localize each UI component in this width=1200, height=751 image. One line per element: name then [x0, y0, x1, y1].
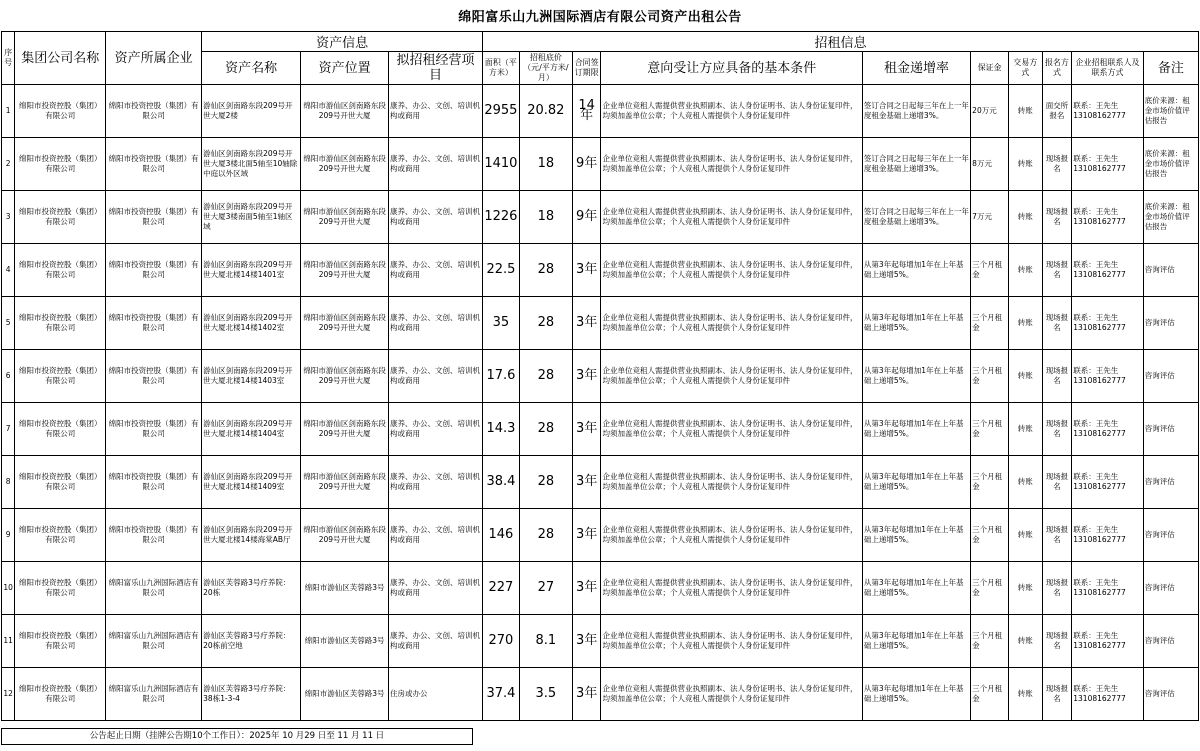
cell-asset-name: 游仙区剑南路东段209号开世大厦北楼14楼1402室 — [202, 297, 301, 350]
table-row — [2, 85, 1199, 138]
cell-area: 37.4 — [483, 668, 520, 721]
cell-area: 270 — [483, 615, 520, 668]
cell-conditions: 企业单位竞租人需提供营业执照副本、法人身份证明书、法人身份证复印件，均须加盖单位公章；个人竞租人需提供个人身份证复印件 — [601, 456, 862, 509]
cell-business: 康养、办公、文创、培训机构或商用 — [389, 403, 483, 456]
cell-conditions: 企业单位竞租人需提供营业执照副本、法人身份证明书、法人身份证复印件，均须加盖单位公章；个人竞租人需提供个人身份证复印件 — [601, 350, 862, 403]
cell-asset-name: 游仙区芙蓉路3号疗养院：20栋前空地 — [202, 615, 301, 668]
cell-owner: 绵阳富乐山九洲国际酒店有限公司 — [106, 562, 202, 615]
table-row — [2, 668, 1199, 721]
cell-base-price: 3.5 — [519, 668, 572, 721]
cell-conditions: 企业单位竞租人需提供营业执照副本、法人身份证明书、法人身份证复印件，均须加盖单位公章；个人竞租人需提供个人身份证复印件 — [601, 509, 862, 562]
cell-group-company: 绵阳市投资控股（集团）有限公司 — [15, 403, 106, 456]
cell-group-company: 绵阳市投资控股（集团）有限公司 — [15, 191, 106, 244]
cell-owner: 绵阳富乐山九洲国际酒店有限公司 — [106, 668, 202, 721]
cell-seq: 6 — [2, 350, 15, 403]
header-asset-location: 资产位置 — [301, 52, 389, 85]
cell-asset-location: 绵阳市游仙区剑南路东段209号开世大厦 — [301, 297, 389, 350]
cell-seq: 2 — [2, 138, 15, 191]
cell-area: 22.5 — [483, 244, 520, 297]
cell-signup-method: 面交所报名 — [1042, 85, 1072, 138]
cell-remark: 咨询评估 — [1143, 509, 1198, 562]
cell-base-price: 28 — [519, 403, 572, 456]
cell-asset-name: 游仙区剑南路东段209号开世大厦2楼 — [202, 85, 301, 138]
cell-increase: 从第3年起每增加1年在上年基础上递增5%。 — [862, 509, 970, 562]
cell-contact: 联系：王先生13108162777 — [1072, 456, 1143, 509]
cell-base-price: 18 — [519, 138, 572, 191]
cell-business: 住房或办公 — [389, 668, 483, 721]
cell-area: 14.3 — [483, 403, 520, 456]
cell-owner: 绵阳市投资控股（集团）有限公司 — [106, 191, 202, 244]
cell-asset-name: 游仙区剑南路东段209号开世大厦北楼14楼1401室 — [202, 244, 301, 297]
cell-owner: 绵阳富乐山九洲国际酒店有限公司 — [106, 615, 202, 668]
cell-asset-location: 绵阳市游仙区芙蓉路3号 — [301, 562, 389, 615]
cell-remark: 咨询评估 — [1143, 350, 1198, 403]
cell-trade-method: 转账 — [1008, 350, 1042, 403]
cell-seq: 4 — [2, 244, 15, 297]
cell-group-company: 绵阳市投资控股（集团）有限公司 — [15, 297, 106, 350]
cell-asset-name: 游仙区芙蓉路3号疗养院：20栋 — [202, 562, 301, 615]
cell-remark: 底价来源：租金市场价值评估报告 — [1143, 85, 1198, 138]
cell-signup-method: 现场报名 — [1042, 456, 1072, 509]
cell-term: 3年 — [572, 562, 601, 615]
cell-area: 2955 — [483, 85, 520, 138]
cell-asset-name: 游仙区剑南路东段209号开世大厦北楼14楼1409室 — [202, 456, 301, 509]
cell-contact: 联系：王先生13108162777 — [1072, 562, 1143, 615]
cell-seq: 5 — [2, 297, 15, 350]
cell-seq: 11 — [2, 615, 15, 668]
cell-group-company: 绵阳市投资控股（集团）有限公司 — [15, 562, 106, 615]
cell-contact: 联系：王先生13108162777 — [1072, 244, 1143, 297]
cell-business: 康养、办公、文创、培训机构或商用 — [389, 615, 483, 668]
cell-deposit: 8万元 — [971, 138, 1009, 191]
cell-area: 17.6 — [483, 350, 520, 403]
cell-deposit: 三个月租金 — [971, 509, 1009, 562]
header-rent-info: 招租信息 — [483, 32, 1199, 52]
header-conditions: 意向受让方应具备的基本条件 — [601, 52, 862, 85]
cell-signup-method: 现场报名 — [1042, 668, 1072, 721]
header-remark: 备注 — [1143, 52, 1198, 85]
cell-term: 3年 — [572, 297, 601, 350]
cell-remark: 咨询评估 — [1143, 668, 1198, 721]
cell-base-price: 28 — [519, 297, 572, 350]
cell-trade-method: 转账 — [1008, 456, 1042, 509]
cell-signup-method: 现场报名 — [1042, 615, 1072, 668]
cell-contact: 联系：王先生13108162777 — [1072, 350, 1143, 403]
cell-business: 康养、办公、文创、培训机构或商用 — [389, 509, 483, 562]
cell-conditions: 企业单位竞租人需提供营业执照副本、法人身份证明书、法人身份证复印件，均须加盖单位公章；个人竞租人需提供个人身份证复印件 — [601, 403, 862, 456]
cell-trade-method: 转账 — [1008, 668, 1042, 721]
cell-increase: 从第3年起每增加1年在上年基础上递增5%。 — [862, 615, 970, 668]
cell-base-price: 18 — [519, 191, 572, 244]
cell-asset-name: 游仙区剑南路东段209号开世大厦北楼14楼1404室 — [202, 403, 301, 456]
header-area: 面积（平方米） — [483, 52, 520, 85]
cell-base-price: 27 — [519, 562, 572, 615]
cell-base-price: 28 — [519, 350, 572, 403]
cell-remark: 咨询评估 — [1143, 562, 1198, 615]
cell-trade-method: 转账 — [1008, 191, 1042, 244]
cell-term: 3年 — [572, 244, 601, 297]
cell-asset-name: 游仙区剑南路东段209号开世大厦3楼北面5轴至10轴除中庭以外区域 — [202, 138, 301, 191]
cell-business: 康养、办公、文创、培训机构或商用 — [389, 562, 483, 615]
cell-remark: 咨询评估 — [1143, 456, 1198, 509]
page-title: 绵阳富乐山九洲国际酒店有限公司资产出租公告 — [458, 10, 742, 25]
cell-increase: 从第3年起每增加1年在上年基础上递增5%。 — [862, 456, 970, 509]
cell-conditions: 企业单位竞租人需提供营业执照副本、法人身份证明书、法人身份证复印件，均须加盖单位公章；个人竞租人需提供个人身份证复印件 — [601, 244, 862, 297]
table-row — [2, 509, 1199, 562]
cell-trade-method: 转账 — [1008, 403, 1042, 456]
table-row — [2, 191, 1199, 244]
header-term: 合同签订期限 — [572, 52, 601, 85]
cell-trade-method: 转账 — [1008, 297, 1042, 350]
cell-contact: 联系：王先生13108162777 — [1072, 509, 1143, 562]
cell-signup-method: 现场报名 — [1042, 350, 1072, 403]
cell-business: 康养、办公、文创、培训机构或商用 — [389, 191, 483, 244]
cell-deposit: 三个月租金 — [971, 297, 1009, 350]
cell-contact: 联系：王先生13108162777 — [1072, 668, 1143, 721]
cell-deposit: 20万元 — [971, 85, 1009, 138]
cell-signup-method: 现场报名 — [1042, 509, 1072, 562]
cell-asset-location: 绵阳市游仙区剑南路东段209号开世大厦 — [301, 244, 389, 297]
header-group-company: 集团公司名称 — [15, 32, 106, 85]
cell-signup-method: 现场报名 — [1042, 244, 1072, 297]
header-deposit: 保证金 — [971, 52, 1009, 85]
table-row — [2, 138, 1199, 191]
cell-increase: 从第3年起每增加1年在上年基础上递增5%。 — [862, 403, 970, 456]
cell-owner: 绵阳市投资控股（集团）有限公司 — [106, 350, 202, 403]
cell-asset-location: 绵阳市游仙区剑南路东段209号开世大厦 — [301, 456, 389, 509]
cell-deposit: 三个月租金 — [971, 350, 1009, 403]
cell-contact: 联系：王先生13108162777 — [1072, 191, 1143, 244]
cell-deposit: 三个月租金 — [971, 562, 1009, 615]
cell-asset-name: 游仙区芙蓉路3号疗养院：38栋1-3-4 — [202, 668, 301, 721]
cell-increase: 签订合同之日起每三年在上一年度租金基础上递增3%。 — [862, 191, 970, 244]
cell-trade-method: 转账 — [1008, 85, 1042, 138]
header-trade-method: 交易方式 — [1008, 52, 1042, 85]
cell-asset-location: 绵阳市游仙区芙蓉路3号 — [301, 615, 389, 668]
cell-business: 康养、办公、文创、培训机构或商用 — [389, 350, 483, 403]
cell-remark: 底价来源：租金市场价值评估报告 — [1143, 191, 1198, 244]
cell-trade-method: 转账 — [1008, 244, 1042, 297]
cell-remark: 底价来源：租金市场价值评估报告 — [1143, 138, 1198, 191]
header-contact: 企业招租联系人及联系方式 — [1072, 52, 1143, 85]
cell-asset-name: 游仙区剑南路东段209号开世大厦北楼14楼海棠AB厅 — [202, 509, 301, 562]
cell-conditions: 企业单位竞租人需提供营业执照副本、法人身份证明书、法人身份证复印件，均须加盖单位公章；个人竞租人需提供个人身份证复印件 — [601, 562, 862, 615]
table-row — [2, 244, 1199, 297]
header-base-price: 招租底价（元/平方米/月） — [519, 52, 572, 85]
cell-increase: 签订合同之日起每三年在上一年度租金基础上递增3%。 — [862, 138, 970, 191]
cell-business: 康养、办公、文创、培训机构或商用 — [389, 456, 483, 509]
cell-group-company: 绵阳市投资控股（集团）有限公司 — [15, 350, 106, 403]
header-business: 拟招租经营项目 — [389, 52, 483, 85]
cell-business: 康养、办公、文创、培训机构或商用 — [389, 297, 483, 350]
cell-group-company: 绵阳市投资控股（集团）有限公司 — [15, 509, 106, 562]
cell-contact: 联系：王先生13108162777 — [1072, 297, 1143, 350]
header-signup-method: 报名方式 — [1042, 52, 1072, 85]
cell-increase: 签订合同之日起每三年在上一年度租金基础上递增3%。 — [862, 85, 970, 138]
cell-seq: 10 — [2, 562, 15, 615]
table-row — [2, 615, 1199, 668]
cell-conditions: 企业单位竞租人需提供营业执照副本、法人身份证明书、法人身份证复印件，均须加盖单位公章；个人竞租人需提供个人身份证复印件 — [601, 668, 862, 721]
cell-group-company: 绵阳市投资控股（集团）有限公司 — [15, 615, 106, 668]
cell-deposit: 7万元 — [971, 191, 1009, 244]
cell-business: 康养、办公、文创、培训机构或商用 — [389, 138, 483, 191]
cell-remark: 咨询评估 — [1143, 244, 1198, 297]
cell-area: 38.4 — [483, 456, 520, 509]
cell-signup-method: 现场报名 — [1042, 138, 1072, 191]
cell-area: 1410 — [483, 138, 520, 191]
cell-asset-name: 游仙区剑南路东段209号开世大厦3楼南面5轴至1轴区域 — [202, 191, 301, 244]
cell-business: 康养、办公、文创、培训机构或商用 — [389, 85, 483, 138]
cell-term: 3年 — [572, 615, 601, 668]
header-increase: 租金递增率 — [862, 52, 970, 85]
cell-group-company: 绵阳市投资控股（集团）有限公司 — [15, 138, 106, 191]
cell-area: 1226 — [483, 191, 520, 244]
cell-conditions: 企业单位竞租人需提供营业执照副本、法人身份证明书、法人身份证复印件，均须加盖单位公章；个人竞租人需提供个人身份证复印件 — [601, 297, 862, 350]
cell-term: 9年 — [572, 138, 601, 191]
cell-group-company: 绵阳市投资控股（集团）有限公司 — [15, 456, 106, 509]
cell-owner: 绵阳市投资控股（集团）有限公司 — [106, 244, 202, 297]
cell-seq: 8 — [2, 456, 15, 509]
cell-signup-method: 现场报名 — [1042, 403, 1072, 456]
cell-signup-method: 现场报名 — [1042, 297, 1072, 350]
cell-remark: 咨询评估 — [1143, 403, 1198, 456]
cell-asset-location: 绵阳市游仙区剑南路东段209号开世大厦 — [301, 509, 389, 562]
cell-conditions: 企业单位竞租人需提供营业执照副本、法人身份证明书、法人身份证复印件，均须加盖单位公章；个人竞租人需提供个人身份证复印件 — [601, 191, 862, 244]
cell-asset-location: 绵阳市游仙区剑南路东段209号开世大厦 — [301, 191, 389, 244]
cell-base-price: 28 — [519, 456, 572, 509]
cell-deposit: 三个月租金 — [971, 456, 1009, 509]
cell-term: 3年 — [572, 403, 601, 456]
cell-signup-method: 现场报名 — [1042, 191, 1072, 244]
header-asset-info: 资产信息 — [202, 32, 483, 52]
cell-increase: 从第3年起每增加1年在上年基础上递增5%。 — [862, 350, 970, 403]
cell-deposit: 三个月租金 — [971, 615, 1009, 668]
cell-asset-location: 绵阳市游仙区芙蓉路3号 — [301, 668, 389, 721]
table-row — [2, 562, 1199, 615]
cell-owner: 绵阳市投资控股（集团）有限公司 — [106, 138, 202, 191]
cell-remark: 咨询评估 — [1143, 297, 1198, 350]
cell-trade-method: 转账 — [1008, 138, 1042, 191]
header-owner: 资产所属企业 — [106, 32, 202, 85]
cell-area: 146 — [483, 509, 520, 562]
cell-owner: 绵阳市投资控股（集团）有限公司 — [106, 456, 202, 509]
cell-base-price: 20.82 — [519, 85, 572, 138]
cell-business: 康养、办公、文创、培训机构或商用 — [389, 244, 483, 297]
announcement-period: 公告起止日期（挂牌公告期10个工作日）：2025年 10 月29 日至 11 月 11 日 — [1, 728, 473, 745]
table-row — [2, 403, 1199, 456]
cell-deposit: 三个月租金 — [971, 403, 1009, 456]
cell-increase: 从第3年起每增加1年在上年基础上递增5%。 — [862, 297, 970, 350]
cell-term: 9年 — [572, 191, 601, 244]
header-asset-name: 资产名称 — [202, 52, 301, 85]
cell-term: 3年 — [572, 456, 601, 509]
cell-trade-method: 转账 — [1008, 615, 1042, 668]
cell-conditions: 企业单位竞租人需提供营业执照副本、法人身份证明书、法人身份证复印件，均须加盖单位公章；个人竞租人需提供个人身份证复印件 — [601, 615, 862, 668]
cell-deposit: 三个月租金 — [971, 668, 1009, 721]
cell-seq: 7 — [2, 403, 15, 456]
cell-term: 3年 — [572, 668, 601, 721]
cell-increase: 从第3年起每增加1年在上年基础上递增5%。 — [862, 562, 970, 615]
cell-owner: 绵阳市投资控股（集团）有限公司 — [106, 297, 202, 350]
cell-term: 14年 — [572, 85, 601, 138]
cell-trade-method: 转账 — [1008, 509, 1042, 562]
cell-term: 3年 — [572, 509, 601, 562]
cell-remark: 咨询评估 — [1143, 615, 1198, 668]
cell-seq: 3 — [2, 191, 15, 244]
cell-owner: 绵阳市投资控股（集团）有限公司 — [106, 85, 202, 138]
cell-asset-location: 绵阳市游仙区剑南路东段209号开世大厦 — [301, 350, 389, 403]
cell-signup-method: 现场报名 — [1042, 562, 1072, 615]
cell-base-price: 8.1 — [519, 615, 572, 668]
cell-deposit: 三个月租金 — [971, 244, 1009, 297]
cell-asset-location: 绵阳市游仙区剑南路东段209号开世大厦 — [301, 85, 389, 138]
rental-table — [1, 31, 1199, 721]
table-row — [2, 297, 1199, 350]
cell-group-company: 绵阳市投资控股（集团）有限公司 — [15, 668, 106, 721]
cell-owner: 绵阳市投资控股（集团）有限公司 — [106, 509, 202, 562]
cell-trade-method: 转账 — [1008, 562, 1042, 615]
cell-base-price: 28 — [519, 509, 572, 562]
table-row — [2, 350, 1199, 403]
cell-asset-location: 绵阳市游仙区剑南路东段209号开世大厦 — [301, 138, 389, 191]
cell-seq: 12 — [2, 668, 15, 721]
cell-contact: 联系：王先生13108162777 — [1072, 138, 1143, 191]
table-row — [2, 456, 1199, 509]
cell-contact: 联系：王先生13108162777 — [1072, 403, 1143, 456]
cell-asset-location: 绵阳市游仙区剑南路东段209号开世大厦 — [301, 403, 389, 456]
cell-contact: 联系：王先生13108162777 — [1072, 615, 1143, 668]
cell-contact: 联系：王先生13108162777 — [1072, 85, 1143, 138]
cell-conditions: 企业单位竞租人需提供营业执照副本、法人身份证明书、法人身份证复印件，均须加盖单位公章；个人竞租人需提供个人身份证复印件 — [601, 138, 862, 191]
header-seq: 序号 — [2, 32, 15, 85]
cell-term: 3年 — [572, 350, 601, 403]
cell-conditions: 企业单位竞租人需提供营业执照副本、法人身份证明书、法人身份证复印件，均须加盖单位公章；个人竞租人需提供个人身份证复印件 — [601, 85, 862, 138]
cell-base-price: 28 — [519, 244, 572, 297]
cell-seq: 9 — [2, 509, 15, 562]
cell-increase: 从第3年起每增加1年在上年基础上递增5%。 — [862, 668, 970, 721]
cell-increase: 从第3年起每增加1年在上年基础上递增5%。 — [862, 244, 970, 297]
cell-area: 35 — [483, 297, 520, 350]
cell-group-company: 绵阳市投资控股（集团）有限公司 — [15, 85, 106, 138]
cell-area: 227 — [483, 562, 520, 615]
cell-seq: 1 — [2, 85, 15, 138]
cell-group-company: 绵阳市投资控股（集团）有限公司 — [15, 244, 106, 297]
cell-owner: 绵阳市投资控股（集团）有限公司 — [106, 403, 202, 456]
cell-asset-name: 游仙区剑南路东段209号开世大厦北楼14楼1403室 — [202, 350, 301, 403]
